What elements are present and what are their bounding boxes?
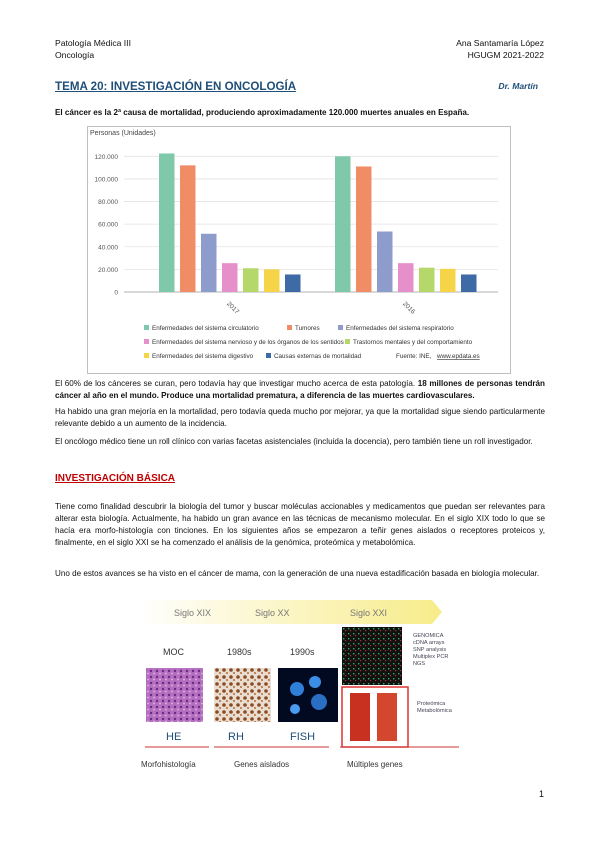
proteomics-2: Metabolómica bbox=[417, 708, 452, 714]
lecturer-name: Dr. Martín bbox=[498, 81, 538, 91]
paragraph-oncologist: El oncólogo médico tiene un roll clínico con varias facetas asistenciales (incluida la docencia), pero también tiene un roll investigador. bbox=[55, 437, 533, 446]
section-heading: INVESTIGACIÓN BÁSICA bbox=[55, 473, 176, 484]
bar bbox=[285, 274, 301, 292]
y-tick-label: 40.000 bbox=[98, 244, 118, 252]
legend-label: Enfermedades del sistema circulatorio bbox=[152, 325, 259, 332]
bar bbox=[335, 156, 351, 292]
genomic-array-image bbox=[342, 627, 402, 685]
chart-source-link: www.epdata.es bbox=[437, 353, 480, 360]
y-tick-label: 60.000 bbox=[98, 221, 118, 229]
proteomics-1: Proteómica bbox=[417, 701, 446, 707]
header-course: Patología Médica III bbox=[55, 38, 131, 48]
y-tick-label: 80.000 bbox=[98, 199, 118, 207]
y-tick-label: 120.000 bbox=[94, 153, 118, 161]
header-hospital: HGUGM 2021-2022 bbox=[467, 50, 544, 60]
y-tick-label: 100.000 bbox=[94, 176, 118, 184]
p1-b: 18 millones de personas tendrán cáncer al año en el mundo. bbox=[55, 379, 545, 400]
label-he: HE bbox=[166, 731, 182, 743]
he-stain-image bbox=[146, 668, 203, 722]
legend-label: Enfermedades del sistema respiratorio bbox=[346, 325, 454, 332]
intro-paragraph: El cáncer es la 2ª causa de mortalidad, produciendo aproximadamente 120.000 muertes anuales en España. bbox=[55, 108, 470, 117]
bar bbox=[356, 166, 372, 292]
legend-swatch bbox=[338, 325, 343, 330]
century-20: Siglo XX bbox=[255, 608, 290, 618]
header-subject: Oncología bbox=[55, 50, 95, 60]
page-number: 1 bbox=[538, 789, 544, 799]
genomics-3: SNP analysis bbox=[413, 647, 447, 653]
legend-label: Tumores bbox=[295, 325, 320, 332]
bottom-multi: Múltiples genes bbox=[347, 760, 403, 769]
legend-swatch bbox=[144, 325, 149, 330]
bar bbox=[180, 165, 196, 292]
label-fish: FISH bbox=[290, 731, 316, 743]
bottom-genes: Genes aislados bbox=[234, 760, 290, 769]
legend-swatch bbox=[345, 339, 350, 344]
century-19: Siglo XIX bbox=[174, 608, 212, 618]
genomics-4: Multiplex PCR bbox=[413, 654, 449, 660]
x-tick-label: 2017 bbox=[225, 300, 241, 316]
chart-ylabel: Personas (Unidades) bbox=[90, 130, 156, 137]
genomics-2: cDNA arrays bbox=[413, 640, 445, 646]
bar bbox=[201, 234, 217, 292]
mortality-chart bbox=[87, 126, 511, 374]
legend-swatch bbox=[144, 339, 149, 344]
techniques-figure bbox=[137, 597, 463, 775]
y-tick-label: 0 bbox=[114, 289, 118, 297]
bar bbox=[377, 232, 393, 292]
paragraph-mortality: Ha habido una gran mejoría en la mortalidad, pero todavía queda mucho por mejorar, ya que la mortalidad sigue siendo particularmente relevante debido a un aumento de la incidencia. bbox=[55, 407, 545, 428]
page-title: TEMA 20: INVESTIGACIÓN EN ONCOLOGÍA bbox=[55, 80, 297, 93]
label-1980s: 1980s bbox=[227, 647, 252, 657]
bar bbox=[264, 269, 280, 292]
label-moc: MOC bbox=[163, 647, 184, 657]
header-author: Ana Santamaría López bbox=[456, 38, 544, 48]
bar bbox=[440, 269, 456, 292]
legend-label: Trastornos mentales y del comportamiento bbox=[353, 339, 473, 346]
label-rh: RH bbox=[228, 731, 244, 743]
bar bbox=[243, 268, 259, 292]
paragraph-breast-cancer: Uno de estos avances se ha visto en el cáncer de mama, con la generación de una nueva estadificación basada en biología molecular. bbox=[55, 569, 540, 578]
paragraph-basic-research: Tiene como finalidad descubrir la biología del tumor y buscar moléculas accionables y medicamentos que puedan ser relevantes para alterar esta biología. Actualmente, ha habido un gran avance en las técnicas de mecanismo molecular. En el siglo XIX todo lo que se hacía era morfo-histología con tinciones. En los siguientes años se empezaron a teñir genes aislados o receptores proteicos y, finalmente, en el siglo XXI se ha comenzado el análisis de la genómica, proteómica y metabolómica. bbox=[55, 502, 545, 547]
header-left bbox=[55, 37, 131, 61]
century-21: Siglo XXI bbox=[350, 608, 388, 618]
legend-label: Enfermedades del sistema nervioso y de los órganos de los sentidos bbox=[152, 339, 344, 346]
genomics-5: NGS bbox=[413, 661, 426, 667]
legend-swatch bbox=[144, 353, 149, 358]
y-tick-label: 20.000 bbox=[98, 266, 118, 274]
legend-swatch bbox=[287, 325, 292, 330]
bar bbox=[461, 274, 477, 292]
legend-label: Enfermedades del sistema digestivo bbox=[152, 353, 254, 360]
mortality-chart-svg bbox=[88, 127, 510, 373]
bar bbox=[398, 263, 414, 292]
label-1990s: 1990s bbox=[290, 647, 315, 657]
p1-c: Produce una mortalidad prematura, a diferencia de las muertes cardiovasculares. bbox=[158, 391, 475, 400]
legend-label: Causas externas de mortalidad bbox=[274, 353, 362, 360]
bar bbox=[222, 263, 238, 292]
rh-stain-image bbox=[214, 668, 271, 722]
header-right bbox=[456, 37, 544, 61]
legend-swatch bbox=[266, 353, 271, 358]
x-tick-label: 2016 bbox=[401, 300, 417, 316]
bar bbox=[159, 153, 175, 292]
chart-source: Fuente: INE, bbox=[396, 353, 432, 360]
paragraph-survival bbox=[55, 378, 545, 402]
p1-a: El 60% de los cánceres se curan, pero todavía hay que investigar mucho acerca de esta patología. bbox=[55, 379, 416, 388]
bottom-morpho: Morfohistología bbox=[141, 760, 196, 769]
bar bbox=[419, 268, 435, 292]
genomics-1: GENOMICA bbox=[413, 633, 444, 639]
fish-image bbox=[278, 668, 338, 722]
